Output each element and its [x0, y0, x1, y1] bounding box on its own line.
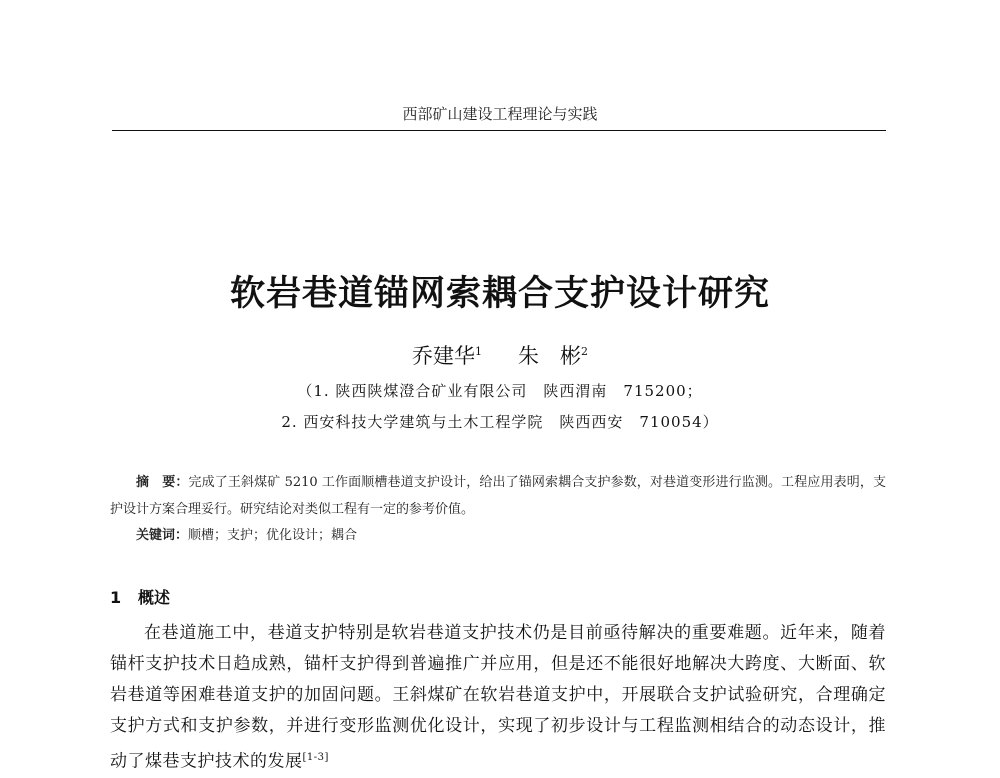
- keywords: [110, 524, 886, 548]
- abstract-label: 摘 要：: [136, 475, 189, 490]
- header-rule: [112, 130, 886, 131]
- affiliation-1: （1. 陕西陕煤澄合矿业有限公司 陕西渭南 715200；: [297, 382, 703, 400]
- abstract: [110, 469, 886, 523]
- citation-ref: [1-3]: [302, 752, 329, 763]
- running-head: 西部矿山建设工程理论与实践: [402, 105, 598, 123]
- keywords-label: 关键词：: [136, 528, 189, 543]
- keywords-text: 顺槽；支护；优化设计；耦合: [188, 528, 358, 543]
- abstract-text: 完成了王斜煤矿 5210 工作面顺槽巷道支护设计，给出了锚网索耦合支护参数，对巷道变形进行监测。工程应用表明，支护设计方案合理妥行。研究结论对类似工程有一定的参考价值。: [110, 475, 886, 517]
- body-paragraph-text: 在巷道施工中，巷道支护特别是软岩巷道支护技术仍是目前亟待解决的重要难题。近年来，随着锚杆支护技术日趋成熟，锚杆支护得到普遍推广并应用，但是还不能很好地解决大跨度、大断面、软岩巷道等困难巷道支护的加固问题。王斜煤矿在软岩巷道支护中，开展联合支护试验研究，合理确定支护方式和支护参数，并进行变形监测优化设计，实现了初步设计与工程监测相结合的动态设计，推动了煤巷支护技术的发展: [110, 623, 886, 772]
- section-number: 1: [110, 588, 122, 607]
- author-affiliation-mark: 1: [475, 345, 482, 358]
- author-affiliation-mark: 2: [581, 345, 588, 358]
- section-heading: [110, 585, 170, 608]
- author-line: [0, 340, 1000, 370]
- section-title: 概述: [138, 588, 171, 607]
- paper-title: 软岩巷道锚网索耦合支护设计研究: [229, 274, 770, 314]
- author-name: 朱 彬: [518, 344, 581, 368]
- author-name: 乔建华: [412, 344, 475, 368]
- affiliation-2: 2. 西安科技大学建筑与土木工程学院 陕西西安 710054）: [281, 413, 719, 431]
- body-paragraph: [110, 618, 886, 778]
